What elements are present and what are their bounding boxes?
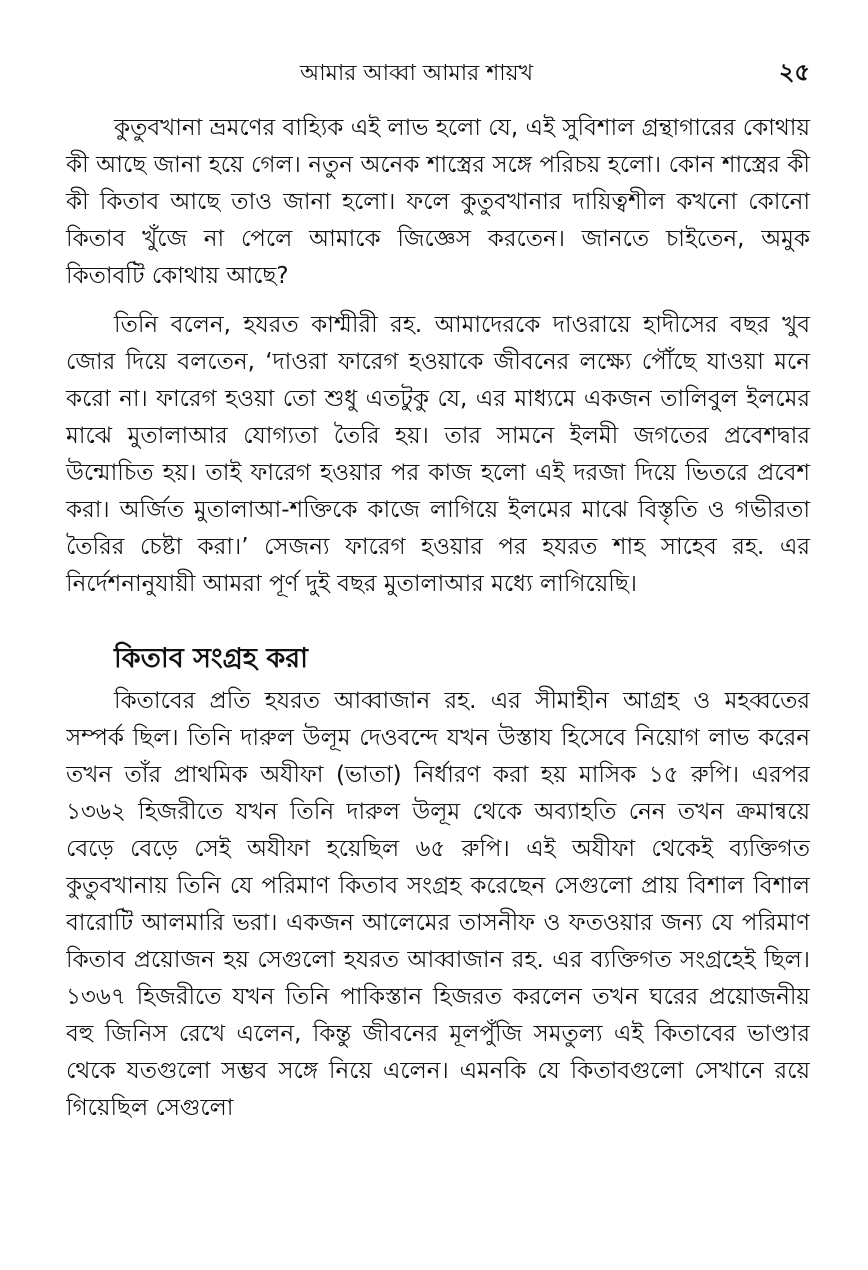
running-header: [0, 52, 868, 92]
page-number: ২৫: [778, 58, 810, 86]
paragraph-1: কুতুবখানা ভ্রমণের বাহ্যিক এই লাভ হলো যে, এই সুবিশাল গ্রন্থাগারের কোথায় কী আছে জানা হয়ে গেল। নতুন অনেক শাস্ত্রের সঙ্গে পরিচয় হলো। কোন শাস্ত্রের কী কী কিতাব আছে তাও জানা হলো। ফলে কুতুবখানার দায়িত্বশীল কখনো কোনো কিতাব খুঁজে না পেলে আমাকে জিজ্ঞেস করতেন। জানতে চাইতেন, অমুক কিতাবটি কোথায় আছে?: [66, 115, 810, 289]
section-heading: কিতাব সংগ্রহ করা: [114, 643, 308, 674]
book-title: আমার আব্বা আমার শায়খ: [300, 61, 534, 86]
paragraph-2: তিনি বলেন, হযরত কাশ্মীরী রহ. আমাদেরকে দাওরায়ে হাদীসের বছর খুব জোর দিয়ে বলতেন, ‘দাওরা ফারেগ হওয়াকে জীবনের লক্ষ্যে পৌঁছে যাওয়া মনে করো না। ফারেগ হওয়া তো শুধু এতটুকু যে, এর মাধ্যমে একজন তালিবুল ইলমের মাঝে মুতালাআর যোগ্যতা তৈরি হয়। তার সামনে ইলমী জগতের প্রবেশদ্বার উন্মোচিত হয়। তাই ফারেগ হওয়ার পর কাজ হলো এই দরজা দিয়ে ভিতরে প্রবেশ করা। অর্জিত মুতালাআ-শক্তিকে কাজে লাগিয়ে ইলমের মাঝে বিস্তৃতি ও গভীরতা তৈরির চেষ্টা করা।’ সেজন্য ফারেগ হওয়ার পর হযরত শাহ সাহেব রহ. এর নির্দেশনানুযায়ী আমরা পূর্ণ দুই বছর মুতালাআর মধ্যে লাগিয়েছি।: [66, 312, 810, 597]
page-body: [66, 110, 810, 1127]
section-paragraph: কিতাবের প্রতি হযরত আব্বাজান রহ. এর সীমাহীন আগ্রহ ও মহব্বতের সম্পর্ক ছিল। তিনি দারুল উলূম দেওবন্দে যখন উস্তায হিসেবে নিয়োগ লাভ করেন তখন তাঁর প্রাথমিক অযীফা (ভাতা) নির্ধারণ করা হয় মাসিক ১৫ রুপি। এরপর ১৩৬২ হিজরীতে যখন তিনি দারুল উলূম থেকে অব্যাহতি নেন তখন ক্রমান্বয়ে বেড়ে বেড়ে সেই অযীফা হয়েছিল ৬৫ রুপি। এই অযীফা থেকেই ব্যক্তিগত কুতুবখানায় তিনি যে পরিমাণ কিতাব সংগ্রহ করেছেন সেগুলো প্রায় বিশাল বিশাল বারোটি আলমারি ভরা। একজন আলেমের তাসনীফ ও ফতওয়ার জন্য যে পরিমাণ কিতাব প্রয়োজন হয় সেগুলো হযরত আব্বাজান রহ. এর ব্যক্তিগত সংগ্রহেই ছিল। ১৩৬৭ হিজরীতে যখন তিনি পাকিস্তান হিজরত করলেন তখন ঘরের প্রয়োজনীয় বহু জিনিস রেখে এলেন, কিন্তু জীবনের মূলপুঁজি সমতুল্য এই কিতাবের ভাণ্ডার থেকে যতগুলো সম্ভব সঙ্গে নিয়ে এলেন। এমনকি যে কিতাবগুলো সেখানে রয়ে গিয়েছিল সেগুলো: [66, 688, 810, 1121]
